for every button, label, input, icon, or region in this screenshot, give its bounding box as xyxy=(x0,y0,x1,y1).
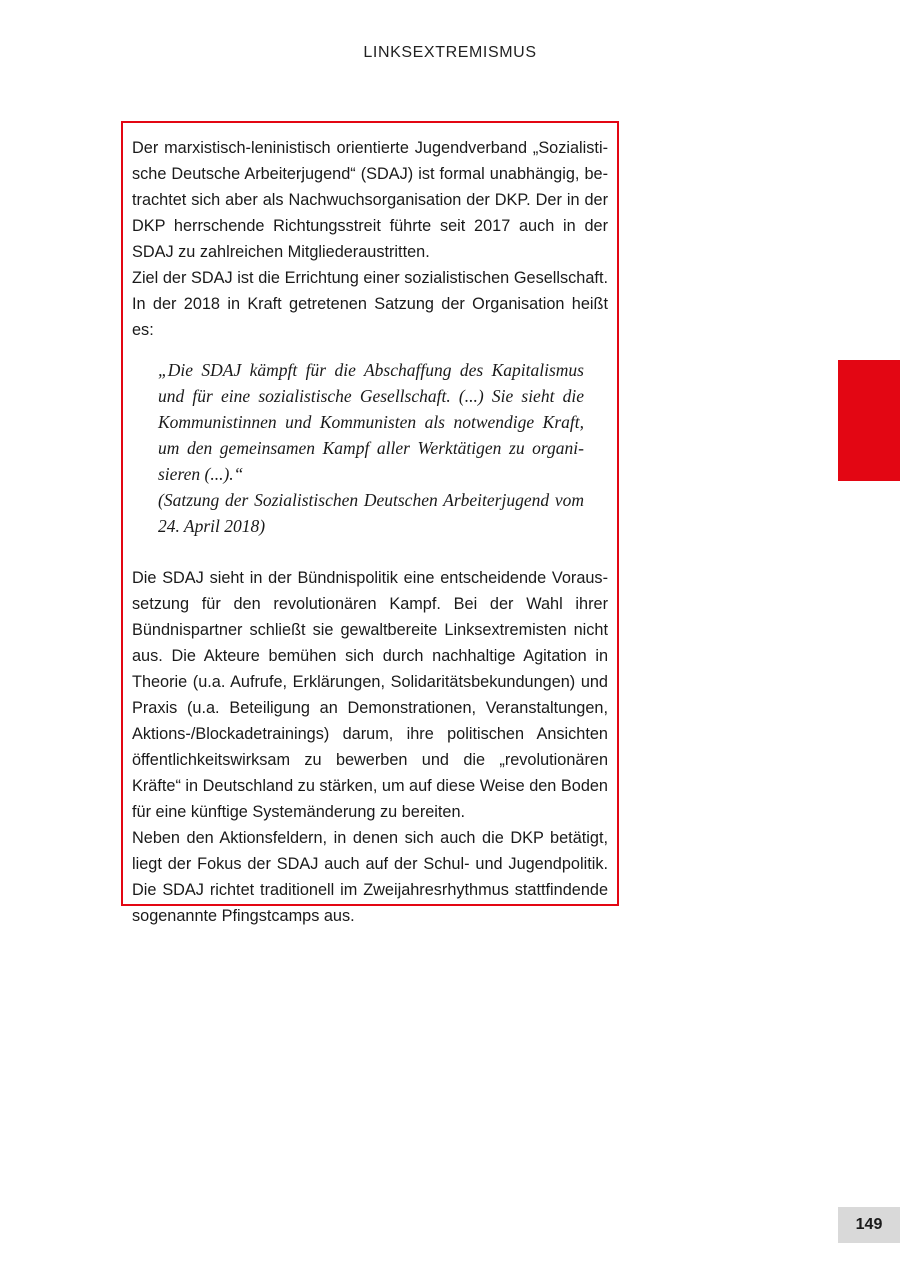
paragraph-gap xyxy=(132,539,608,565)
page-number: 149 xyxy=(838,1207,900,1243)
box-paragraph-4: Neben den Aktionsfeldern, in denen sich auch die DKP betätigt, liegt der Fokus der SDAJ auch auf der Schul- und Jugendpolitik. Die SDAJ richtet traditionell im Zweijahresrhythmus stattfindende sogenannte Pfingstcamps aus. xyxy=(132,829,608,925)
box-paragraph-2: Ziel der SDAJ ist die Errichtung einer sozialistischen Gesellschaft. In der 2018 in Kraft getretenen Satzung der Organisation heißt es: xyxy=(132,269,608,339)
running-title: LINKSEXTREMISMUS xyxy=(363,44,537,61)
box-paragraph-1: Der marxistisch-leninistisch orientierte Jugendverband „Sozialistische Deutsche Arbeiterjugend“ (SDAJ) ist formal unabhängig, betrachtet sich aber als Nachwuchsorganisation der DKP. Der in der DKP herrschende Richtungsstreit führte seit 2017 auch in der SDAJ zu zahlreichen Mitgliederaustritten. xyxy=(132,139,608,261)
quote-source: (Satzung der Sozialistischen Deutschen Arbeiterjugend vom 24. April 2018) xyxy=(158,490,584,536)
quote-text: „Die SDAJ kämpft für die Abschaffung des Kapitalismus und für eine sozialistische Gesellschaft. (...) Sie sieht die Kommunistinnen und Kommunisten als notwendige Kraft, um den gemeinsamen Kampf aller Werktätigen zu organisieren (...).“ xyxy=(158,360,584,484)
statute-quote xyxy=(158,357,584,539)
info-box xyxy=(121,121,619,925)
box-paragraph-3: Die SDAJ sieht in der Bündnispolitik eine entscheidende Voraussetzung für den revolutionären Kampf. Bei der Wahl ihrer Bündnispartner schließt sie gewaltbereite Linksextremisten nicht aus. Die Akteure bemühen sich durch nachhaltige Agitation in Theorie (u.a. Aufrufe, Erklärungen, Solidaritätsbekundungen) und Praxis (u.a. Beteiligung an Demonstrationen, Veranstaltungen, Aktions-/Blockadetrainings) darum, ihre politischen Ansichten öffentlichkeitswirksam zu bewerben und die „revolutionären Kräfte“ in Deutschland zu stärken, um auf diese Weise den Boden für eine künftige Systemänderung zu bereiten. xyxy=(132,569,608,821)
chapter-side-tab xyxy=(838,360,900,481)
